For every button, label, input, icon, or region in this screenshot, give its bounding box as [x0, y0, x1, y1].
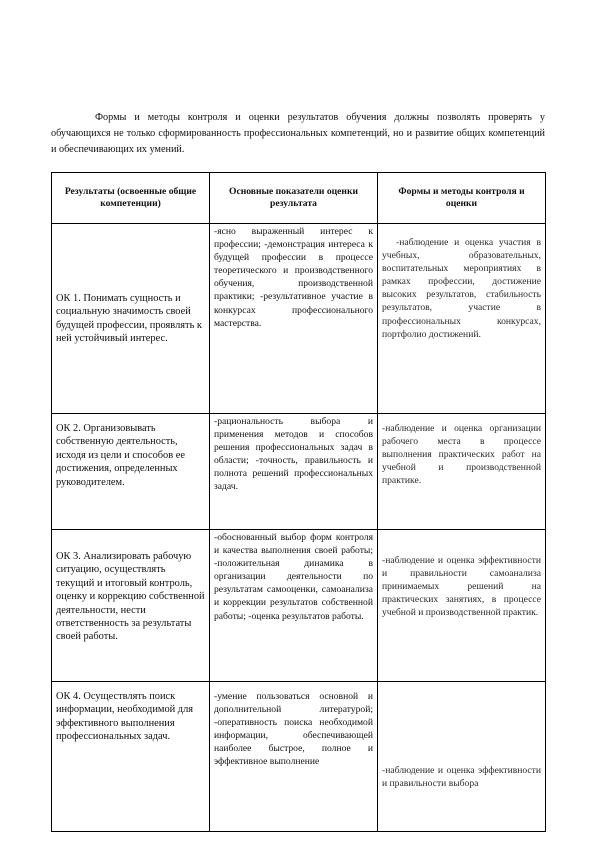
- competence-cell: ОК 1. Понимать сущность и социальную значимость своей будущей профессии, проявлять к ней устойчивый интерес.: [52, 224, 210, 414]
- table-row: [52, 414, 546, 530]
- intro-paragraph: Формы и методы контроля и оценки результатов обучения должны позволять проверять у обучающихся не только сформированность профессиональных компетенций, но и развитие общих компетенций и обеспечивающих их умений.: [51, 112, 545, 155]
- competence-cell: ОК 4. Осуществлять поиск информации, необходимой для эффективного выполнения профессиональных задач.: [52, 682, 210, 832]
- table-row: [52, 682, 546, 832]
- indicators-cell: -ясно выраженный интерес к профессии; -демонстрация интереса к будущей профессии в процессе теоретического и производственного обучения, производственной практики; -результативное участие в конкурсах профессионального мастерства.: [210, 224, 378, 414]
- indicators-cell: -рациональность выбора и применения методов и способов решения профессиональных задач в области; -точность, правильность и полнота решений профессиональных задач.: [210, 414, 378, 530]
- table-row: [52, 530, 546, 682]
- table-row: [52, 224, 546, 414]
- competence-assessment-table: [51, 172, 546, 832]
- methods-cell: -наблюдение и оценка эффективности и правильности выбора: [378, 682, 546, 832]
- competence-cell: ОК 2. Организовывать собственную деятельность, исходя из цели и способов ее достижения, определенных руководителем.: [52, 414, 210, 530]
- methods-cell: [378, 224, 546, 414]
- methods-cell: -наблюдение и оценка организации рабочего места в процессе выполнения практических работ на учебной и производственной практике.: [378, 414, 546, 530]
- methods-text: -наблюдение и оценка участия в учебных, образовательных, воспитательных мероприятиях в рамках профессии, достижение высоких результатов, стабильность результатов, участие в профессиональных конкурсах, портфолио достижений.: [382, 237, 541, 340]
- header-results: Результаты (освоенные общие компетенции): [52, 173, 210, 224]
- competence-cell: ОК 3. Анализировать рабочую ситуацию, осуществлять текущий и итоговый контроль, оценку и коррекцию собственной деятельности, нести ответственность за результаты своей работы.: [52, 530, 210, 682]
- header-indicators: Основные показатели оценки результата: [210, 173, 378, 224]
- indicators-cell: -умение пользоваться основной и дополнительной литературой; -оперативность поиска необходимой информации, обеспечивающей наиболее быстрое, полное и эффективное выполнение: [210, 682, 378, 832]
- methods-cell: -наблюдение и оценка эффективности и правильности самоанализа принимаемых решений на практических занятиях, в процессе учебной и производственной практик.: [378, 530, 546, 682]
- header-methods: Формы и методы контроля и оценки: [378, 173, 546, 224]
- indicators-cell: -обоснованный выбор форм контроля и качества выполнения своей работы; -положительная динамика в организации деятельности по результатам самооценки, самоанализа и коррекции результатов собственной работы; -оценка результатов работы.: [210, 530, 378, 682]
- table-header-row: [52, 173, 546, 224]
